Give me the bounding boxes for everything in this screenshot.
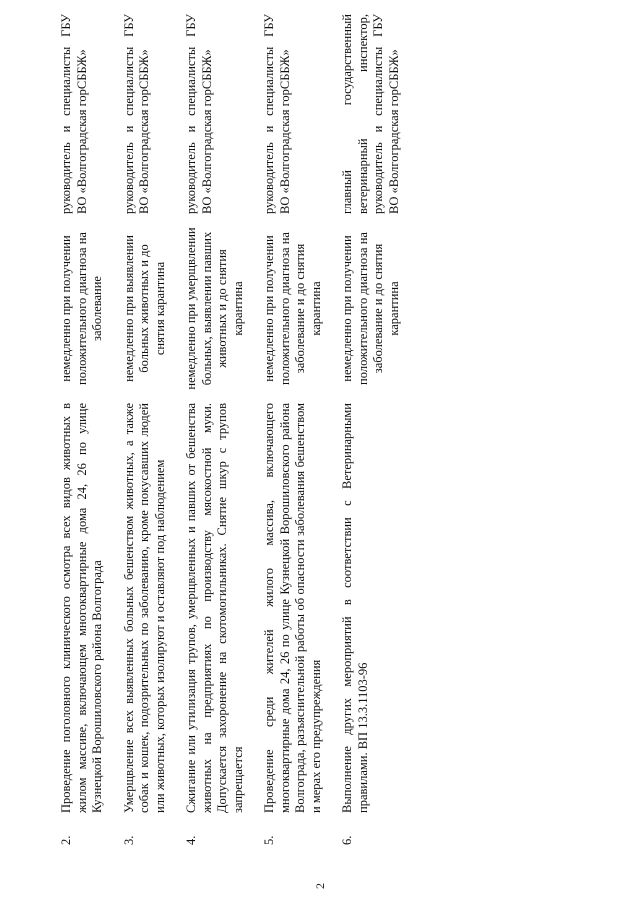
measure-text: Выполнение других мероприятий в соответствии с Ветеринарными правилами. ВП 13.3.1103-96 bbox=[340, 403, 370, 813]
responsible-text: руководитель и специалисты ГБУ ВО «Волгоградская горСББЖ» bbox=[59, 14, 89, 214]
table-row bbox=[336, 8, 414, 845]
responsible-text: главный государственный ветеринарный инспектор, руководитель и специалисты ГБУ ВО «Волгоградская горСББЖ» bbox=[340, 14, 401, 214]
row-number: 3. bbox=[121, 835, 136, 845]
deadline-text: немедленно при получении положительного диагноза на заболевание и до снятия карантина bbox=[340, 232, 401, 385]
measures-table bbox=[55, 8, 414, 845]
responsible-text: руководитель и специалисты ГБУ ВО «Волгоградская горСББЖ» bbox=[121, 14, 151, 214]
deadline-text: немедленно при получении положительного диагноза на заболевание и до снятия карантина bbox=[262, 232, 323, 385]
page-number: 2 bbox=[312, 883, 327, 889]
deadline-text: немедленно при выявлении больных животных и до снятия карантина bbox=[121, 235, 167, 382]
row-number: 6. bbox=[340, 835, 354, 845]
table-row bbox=[118, 8, 181, 845]
row-number: 5. bbox=[262, 835, 276, 845]
deadline-text: немедленно при получении положительного диагноза на заболевание bbox=[59, 232, 104, 385]
page-number-area bbox=[0, 867, 640, 905]
responsible-text: руководитель и специалисты ГБУ ВО «Волгоградская горСББЖ» bbox=[184, 14, 214, 214]
measure-text: Проведение среди жителей жилого массива, включающего многоквартирные дома 24, 26 по улице Кузнецкой Ворошиловского района Волгограда, разъяснительной работы об опасности заболевания бешенством и мерах его предупреждения bbox=[262, 403, 323, 813]
deadline-text: немедленно при умерщвлении больных, выявлении павших животных и до снятия карантина bbox=[184, 227, 245, 390]
responsible-text: руководитель и специалисты ГБУ ВО «Волгоградская горСББЖ» bbox=[262, 14, 292, 214]
measure-text: Проведение поголовного клинического осмотра всех видов животных в жилом массиве, включающем многоквартирные дома 24, 26 по улице Кузнецкой Ворошиловского района Волгограда bbox=[59, 403, 104, 813]
measure-text: Сжигание или утилизация трупов, умерщвленных и павших от бешенства животных на предприятиях по производству мясокостной муки. Допускается захоронение на скотомогильниках. Снятие шкур с трупов запрещается bbox=[184, 403, 245, 813]
row-number: 2. bbox=[59, 835, 73, 845]
table-row bbox=[55, 8, 118, 845]
row-number: 4. bbox=[184, 835, 198, 845]
table-row bbox=[180, 8, 258, 845]
table-row bbox=[258, 8, 336, 845]
measure-text: Умерщвление всех выявленных больных бешенством животных, а также собак и кошек, подозрительных по заболеванию, кроме покусавших людей или животных, которых изолируют и оставляют под наблюдением bbox=[121, 403, 167, 813]
